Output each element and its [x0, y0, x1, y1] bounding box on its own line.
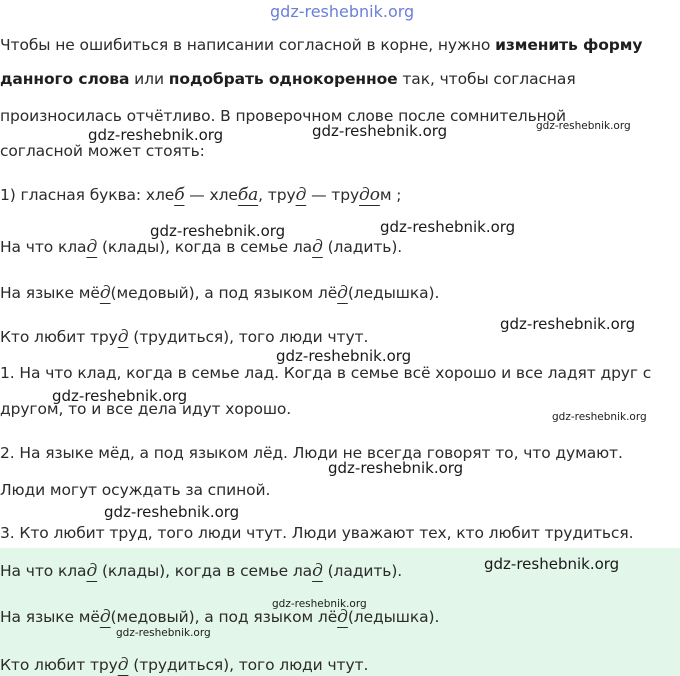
watermark: gdz-reshebnik.org [484, 555, 620, 573]
highlighted-letter: д [312, 561, 323, 581]
explanation-line: 3. Кто любит труд, того люди чтут. Люди уважают тех, кто любит трудиться. [0, 524, 634, 542]
watermark: gdz-reshebnik.org [276, 347, 412, 365]
watermark: gdz-reshebnik.org [116, 627, 211, 639]
answer-text: Кто любит тру [0, 656, 118, 674]
watermark: gdz-reshebnik.org [312, 122, 448, 140]
highlighted-letter: д [117, 327, 129, 347]
watermark: gdz-reshebnik.org [552, 411, 647, 423]
explanation-line: 1. На что клад, когда в семье лад. Когда в семье всё хорошо и все ладят друг с [0, 364, 652, 382]
explanation-line: Люди могут осуждать за спиной. [0, 481, 271, 499]
watermark: gdz-reshebnik.org [500, 315, 636, 333]
watermark: gdz-reshebnik.org [270, 2, 415, 21]
watermark: gdz-reshebnik.org [150, 222, 286, 240]
intro-line-3: произносилась отчётливо. В проверочном слове после сомнительной [0, 107, 566, 125]
answer-text: На что кла [0, 562, 87, 580]
rule-text: , тру [258, 186, 296, 204]
intro-bold: подобрать однокоренное [168, 70, 398, 88]
watermark: gdz-reshebnik.org [104, 503, 240, 521]
highlighted-letter: ба [237, 185, 259, 205]
proverb-line [0, 283, 439, 303]
highlighted-letter: д [86, 237, 98, 257]
answer-text: (ладить). [322, 562, 403, 580]
rule-text: 1) гласная буква: хле [0, 186, 175, 204]
highlighted-letter: д [295, 185, 307, 205]
intro-text: или [129, 70, 169, 88]
watermark: gdz-reshebnik.org [272, 598, 367, 610]
watermark: gdz-reshebnik.org [88, 126, 224, 144]
answer-line [0, 655, 368, 675]
answer-line [0, 607, 439, 627]
rule-line [0, 185, 401, 205]
intro-line-4: согласной может стоять: [0, 142, 205, 160]
highlighted-letter: д [337, 607, 348, 627]
highlighted-letter: д [99, 607, 111, 627]
watermark: gdz-reshebnik.org [328, 459, 464, 477]
explanation-line: другом, то и все дела идут хорошо. [0, 400, 292, 418]
highlighted-letter: до [359, 185, 380, 205]
highlighted-letter: д [117, 655, 129, 675]
proverb-text: (клады), когда в семье ла [97, 238, 313, 256]
proverb-text: (ладить). [322, 238, 403, 256]
answer-text: (ледышка). [347, 608, 440, 626]
highlighted-letter: б [174, 185, 185, 205]
watermark: gdz-reshebnik.org [52, 387, 188, 405]
answer-line [0, 561, 402, 581]
watermark: gdz-reshebnik.org [536, 120, 631, 132]
proverb-text: На что кла [0, 238, 87, 256]
answer-text: (трудиться), того люди чтут. [128, 656, 369, 674]
intro-text: Чтобы не ошибиться в написании согласной в корне, нужно [0, 36, 496, 54]
proverb-text: Кто любит тру [0, 328, 118, 346]
intro-bold: данного слова [0, 70, 130, 88]
answer-text: (клады), когда в семье ла [97, 562, 313, 580]
intro-bold: изменить форму [495, 36, 643, 54]
proverb-text: (медовый), а под языком лё [110, 284, 338, 302]
rule-text: — хле [184, 186, 238, 204]
proverb-text: На языке мё [0, 284, 100, 302]
intro-line-1 [0, 35, 642, 55]
highlighted-letter: д [337, 283, 348, 303]
rule-text: — тру [306, 186, 360, 204]
answer-text: (медовый), а под языком лё [110, 608, 338, 626]
proverb-text: (трудиться), того люди чтут. [128, 328, 369, 346]
highlighted-letter: д [86, 561, 98, 581]
answer-text: На языке мё [0, 608, 100, 626]
proverb-line [0, 237, 402, 257]
intro-line-2 [0, 69, 576, 89]
proverb-text: (ледышка). [347, 284, 440, 302]
highlighted-letter: д [99, 283, 111, 303]
highlighted-letter: д [312, 237, 323, 257]
proverb-line [0, 327, 368, 347]
intro-text: так, чтобы согласная [397, 70, 576, 88]
watermark: gdz-reshebnik.org [380, 218, 516, 236]
explanation-line: 2. На языке мёд, а под языком лёд. Люди не всегда говорят то, что думают. [0, 444, 623, 462]
rule-text: м ; [379, 186, 402, 204]
